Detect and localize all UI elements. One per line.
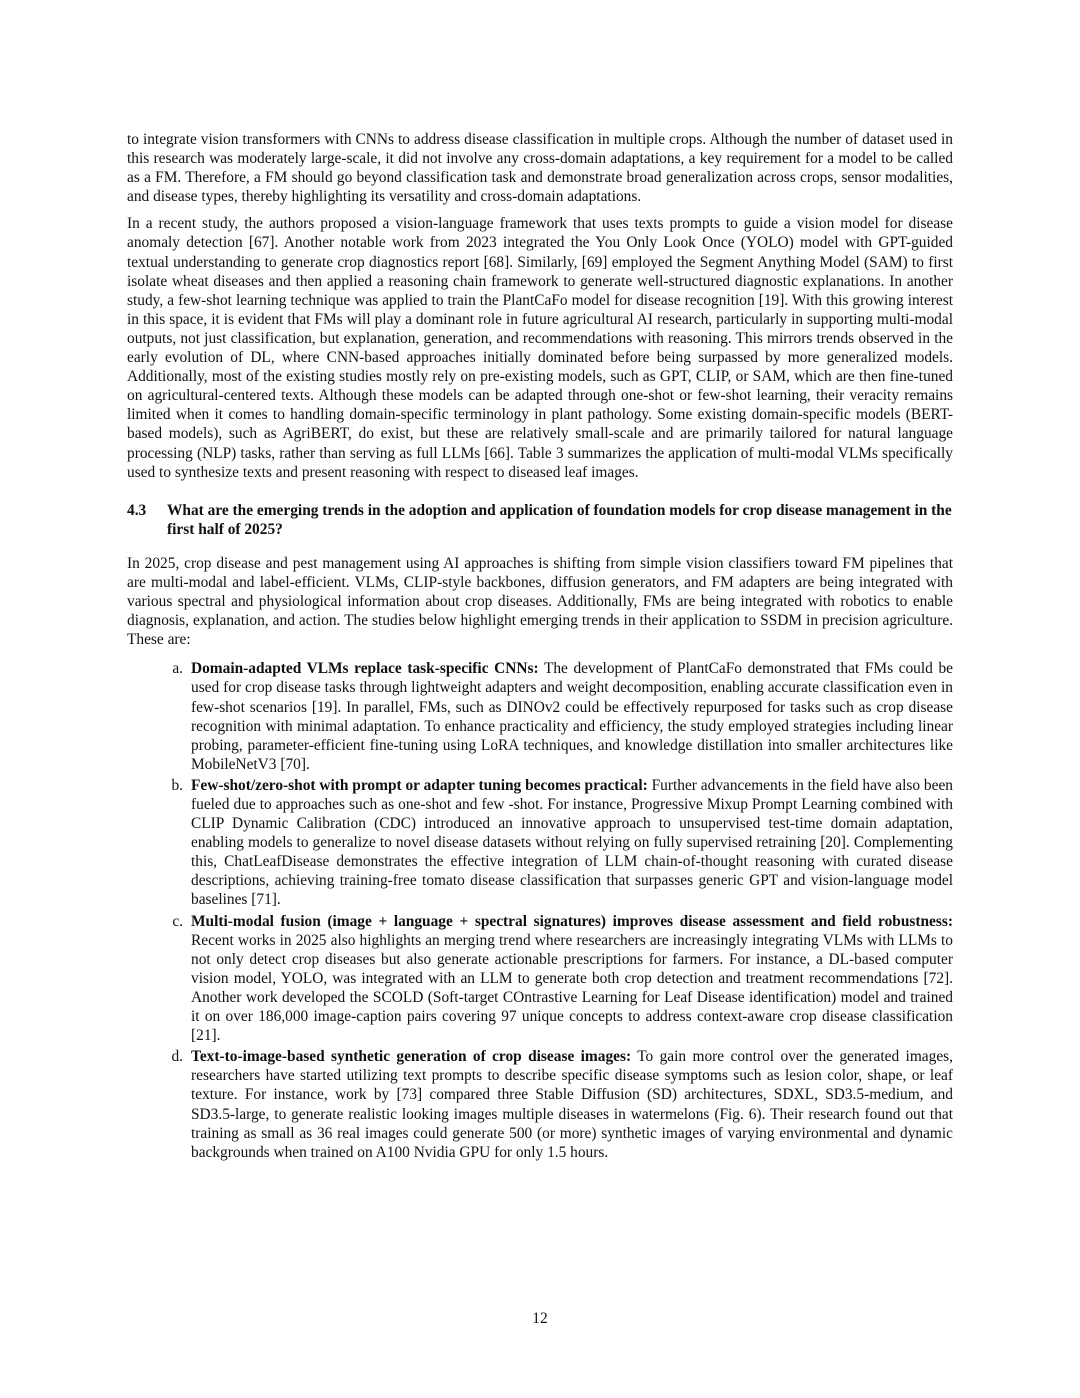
list-item bbox=[127, 912, 953, 1046]
list-marker: d. bbox=[171, 1048, 183, 1066]
list-item-text: The development of PlantCaFo demonstrated that FMs could be used for crop disease tasks through lightweight adapters and weight decomposition, enabling accurate classification even in few-shot scenarios [19]. In parallel, FMs, such as DINOv2 could be effectively repurposed for tasks such as crop disease recognition with minimal adaptation. To enhance practicality and efficiency, the study employed strategies including linear probing, parameter-efficient fine-tuning using LoRA techniques, and knowledge distillation into smaller architectures like MobileNetV3 [70]. bbox=[191, 660, 953, 773]
page-number: 12 bbox=[532, 1310, 548, 1327]
list-item bbox=[127, 1047, 953, 1162]
list-item-title: Domain-adapted VLMs replace task-specific CNNs: bbox=[191, 660, 539, 678]
list-marker: c. bbox=[172, 912, 183, 930]
list-item-text: Recent works in 2025 also highlights an merging trend where researchers are increasingly integrating VLMs with LLMs to not only detect crop diseases but also generate actionable prescriptions for farmers. For instance, a DL-based computer vision model, YOLO, was integrated with an LLM to generate both crop detection and treatment recommendations [72]. Another work developed the SCOLD (Soft-target COntrastive Learning for Leaf Disease identification) model and trained it on over 186,000 image-caption pairs covering 97 unique concepts to address context-aware crop disease classification [21]. bbox=[191, 931, 953, 1045]
page-content bbox=[127, 130, 953, 1164]
paragraph-2025-trends: In 2025, crop disease and pest management using AI approaches is shifting from simple vision classifiers toward FM pipelines that are multi-modal and label-efficient. VLMs, CLIP-style backbones, diffusion generators, and FM adapters are being integrated with various spectral and physiological information about crop diseases. Additionally, FMs are being integrated with robotics to enable diagnosis, explanation, and action. The studies below highlight emerging trends in their application to SSDM in precision agriculture. These are: bbox=[127, 554, 953, 649]
list-item bbox=[127, 776, 953, 910]
list-item-body bbox=[191, 776, 953, 910]
list-item-title: Few-shot/zero-shot with prompt or adapter tuning becomes practical: bbox=[191, 776, 648, 794]
list-item-body bbox=[191, 659, 953, 774]
list-item-title: Multi-modal fusion (image + language + spectral signatures) improves disease assessment and field robustness: bbox=[191, 912, 953, 930]
list-item-title: Text-to-image-based synthetic generation of crop disease images: bbox=[191, 1048, 632, 1066]
list-item-text: Further advancements in the field have also been fueled due to approaches such as one-shot and few -shot. For instance, Progressive Mixup Prompt Learning combined with CLIP Dynamic Calibration (CDC) introduced an innovative approach to unsupervised test-time domain adaptation, enabling models to generalize to novel disease datasets without relying on fully supervised retraining [20]. Complementing this, ChatLeafDisease demonstrates the effective integration of LLM chain-of-thought reasoning with curated disease descriptions, achieving training-free tomato disease classification that surpasses generic GPT and vision-language model baselines [71]. bbox=[191, 776, 953, 909]
list-item bbox=[127, 659, 953, 774]
list-item-body bbox=[191, 1047, 953, 1162]
paragraph-vision-language: In a recent study, the authors proposed a vision-language framework that uses texts prompts to guide a vision model for disease anomaly detection [67]. Another notable work from 2023 integrated the You Only Look Once (YOLO) model with GPT-guided textual understanding to generate crop diagnostics report [68]. Similarly, [69] employed the Segment Anything Model (SAM) to first isolate wheat diseases and then applied a reasoning chain framework to generate well-structured diagnostic explanations. In another study, a few-shot learning technique was applied to train the PlantCaFo model for disease recognition [19]. With this growing interest in this space, it is evident that FMs will play a dominant role in future agricultural AI research, particularly in supporting multi-modal outputs, not just classification, but explanation, generation, and recommendations with reasoning. This mirrors trends observed in the early evolution of DL, where CNN-based approaches initially dominated before being surpassed by more generalized models. Additionally, most of the existing studies mostly rely on pre-existing models, such as GPT, CLIP, or SAM, which are then fine-tuned on agricultural-centered texts. Although these models can be adapted through one-shot or few-shot learning, their veracity remains limited when it comes to handling domain-specific terminology in plant pathology. Some existing domain-specific models (BERT-based models), such as AgriBERT, do exist, but these are relatively small-scale and are primarily tailored for natural language processing (NLP) tasks, rather than serving as full LLMs [66]. Table 3 summarizes the application of multi-modal VLMs specifically used to synthesize texts and present reasoning with respect to diseased leaf images. bbox=[127, 215, 953, 481]
section-number: 4.3 bbox=[127, 501, 147, 519]
list-item-text: To gain more control over the generated images, researchers have started utilizing text prompts to describe specific disease symptoms such as lesion color, shape, or leaf texture. For instance, work by [73] compared three Stable Diffusion (SD) architectures, SDXL, SD3.5-medium, and SD3.5-large, to generate realistic looking images multiple diseases in watermelons (Fig. 6). Their research found out that training as small as 36 real images could generate 500 (or more) synthetic images of varying environmental and dynamic backgrounds when trained on A100 Nvidia GPU for only 1.5 hours. bbox=[191, 1048, 953, 1161]
paragraph-continued: to integrate vision transformers with CNNs to address disease classification in multiple crops. Although the number of dataset used in this research was moderately large-scale, it did not involve any cross-domain adaptations, a key requirement for a model to be called as a FM. Therefore, a FM should go beyond classification task and demonstrate broad generalization across crops, sensor modalities, and disease types, thereby highlighting its versatility and cross-domain adaptations. bbox=[127, 131, 953, 206]
section-heading bbox=[127, 501, 953, 539]
section-title: What are the emerging trends in the adoption and application of foundation models for crop disease management in the first half of 2025? bbox=[167, 501, 952, 538]
list-item-body bbox=[191, 912, 953, 1046]
list-marker: a. bbox=[172, 660, 183, 678]
list-marker: b. bbox=[171, 776, 183, 794]
trend-list bbox=[127, 659, 953, 1161]
